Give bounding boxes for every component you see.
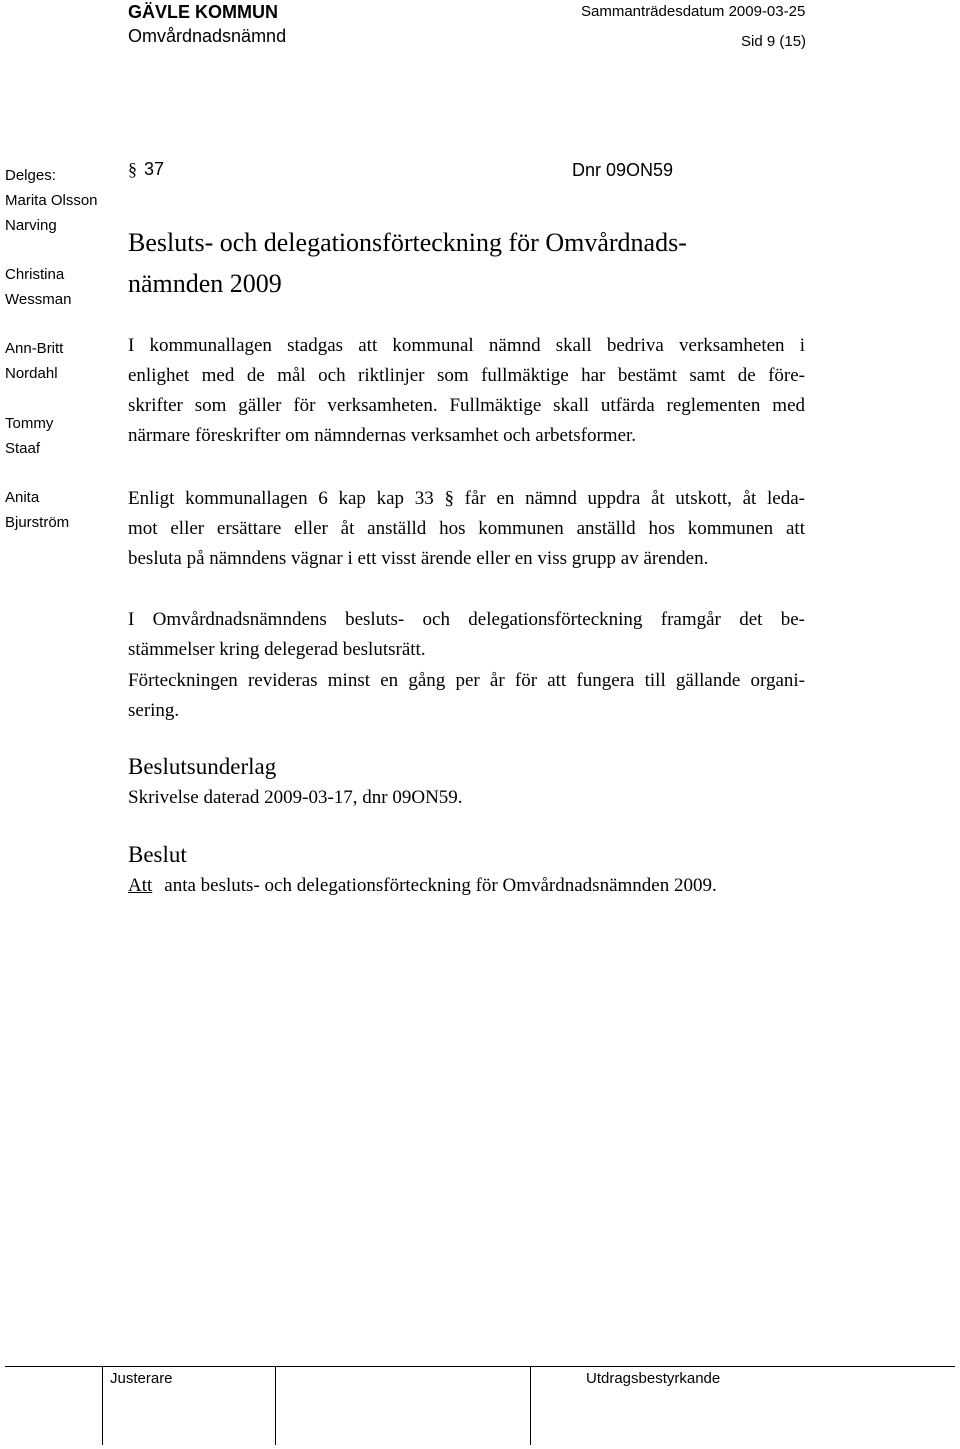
paragraph-line: enlighet med de mål och riktlinjer som fullmäktige har bestämt samt de före-: [128, 365, 805, 386]
recipient-line: Ann-Britt: [5, 340, 64, 357]
section-number: 37: [144, 159, 165, 179]
page-number: Sid 9 (15): [741, 33, 807, 50]
decision-att: Att: [128, 875, 153, 896]
paragraph-line: stämmelser kring delegerad beslutsrätt.: [128, 639, 426, 660]
recipient: [5, 411, 53, 461]
paragraph: [128, 331, 805, 451]
recipient-line: Wessman: [5, 291, 72, 308]
paragraph-line: I kommunallagen stadgas att kommunal nämnd skall bedriva verksamheten i: [128, 335, 805, 356]
paragraph: [128, 605, 805, 665]
adjusters-label: Justerare: [110, 1370, 173, 1387]
paragraph-line: skrifter som gäller för verksamheten. Fullmäktige skall utfärda reglementen med: [128, 395, 805, 416]
recipient-line: Staaf: [5, 440, 41, 457]
adjusters-box-right: [275, 1367, 276, 1445]
paragraph-line: besluta på nämndens vägnar i ett visst ärende eller en viss grupp av ärenden.: [128, 548, 709, 569]
title-line: Besluts- och delegationsförteckning för Omvårdnads-: [128, 228, 687, 257]
recipient-line: Anita: [5, 489, 40, 506]
recipient-line: Marita Olsson: [5, 192, 98, 209]
paragraph-line: mot eller ersättare eller åt anställd hos kommunen anställd hos kommunen att: [128, 518, 805, 539]
decision-basis-text: Skrivelse daterad 2009-03-17, dnr 09ON59.: [128, 787, 463, 808]
recipient: [5, 336, 63, 386]
adjusters-box-left: [102, 1367, 103, 1445]
recipient-line: Christina: [5, 266, 65, 283]
section-sign: §: [128, 159, 137, 179]
organization-name: GÄVLE KOMMUN: [128, 2, 278, 22]
paragraph-line: Enligt kommunallagen 6 kap kap 33 § får en nämnd uppdra åt utskott, åt leda-: [128, 488, 805, 509]
paragraph-line: Förteckningen revideras minst en gång per år för att fungera till gällande organi-: [128, 670, 805, 691]
footer-divider: [5, 1366, 955, 1367]
recipient: [5, 188, 98, 238]
recipient-line: Narving: [5, 217, 57, 234]
recipient-line: Nordahl: [5, 365, 58, 382]
recipient-line: Bjurström: [5, 514, 70, 531]
document-title: [128, 222, 808, 304]
recipient-line: Tommy: [5, 415, 54, 432]
extract-box-left: [530, 1367, 531, 1445]
recipient: [5, 485, 69, 535]
meeting-date: Sammanträdesdatum 2009-03-25: [581, 3, 806, 20]
case-number: Dnr 09ON59: [572, 160, 674, 180]
distribution-label: Delges:: [5, 167, 56, 184]
recipient: [5, 262, 71, 312]
paragraph-line: sering.: [128, 700, 180, 721]
paragraph: [128, 484, 805, 574]
decision-heading: Beslut: [128, 842, 187, 867]
paragraph: [128, 666, 805, 726]
decision-text: [128, 875, 717, 897]
decision-basis-heading: Beslutsunderlag: [128, 754, 277, 779]
paragraph-line: närmare föreskrifter om nämndernas verksamhet och arbetsformer.: [128, 425, 637, 446]
extract-label: Utdragsbestyrkande: [586, 1370, 721, 1387]
title-line: nämnden 2009: [128, 269, 282, 298]
board-name: Omvårdnadsnämnd: [128, 26, 287, 46]
decision-body: anta besluts- och delegationsförteckning för Omvårdnadsnämnden 2009.: [164, 875, 717, 896]
paragraph-line: I Omvårdnadsnämndens besluts- och delegationsförteckning framgår det be-: [128, 609, 805, 630]
